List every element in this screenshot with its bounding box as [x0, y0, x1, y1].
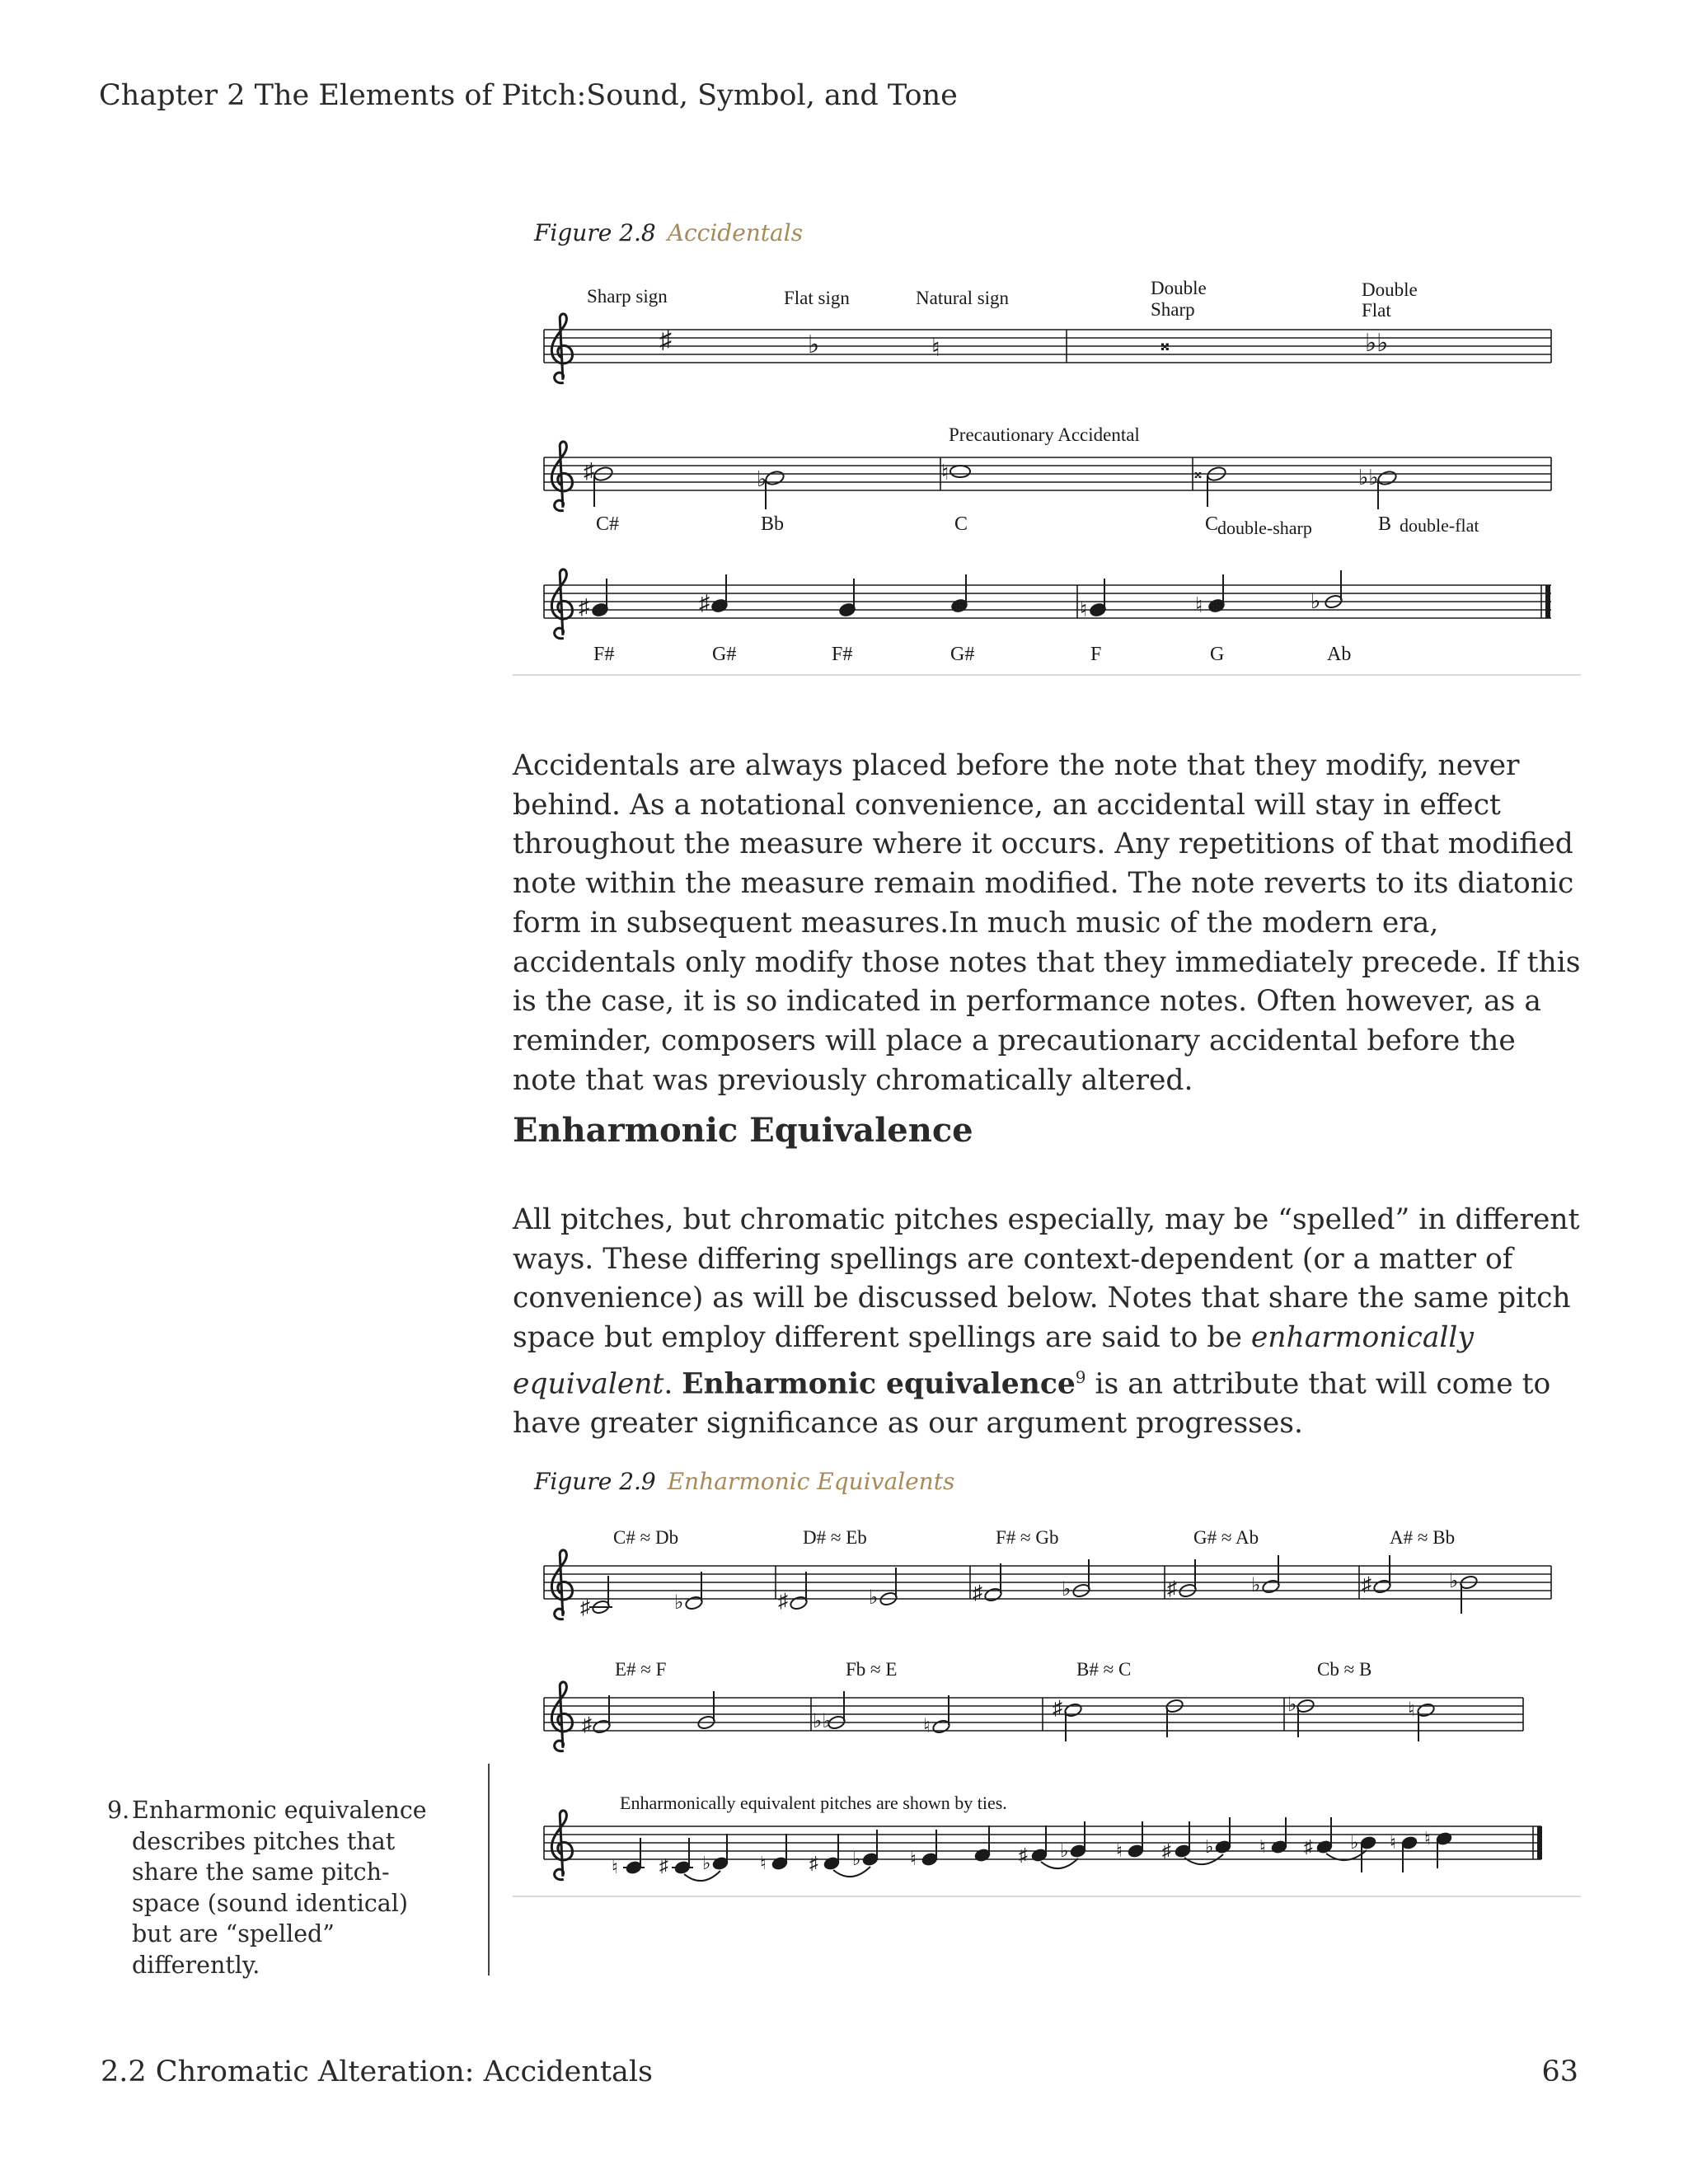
sharp-sign-label: Sharp sign	[587, 286, 668, 307]
svg-text:♭: ♭	[869, 1587, 879, 1609]
bold-term: Enharmonic equivalence	[682, 1367, 1076, 1401]
note-label-double-flat-suffix: double-flat	[1400, 515, 1479, 536]
treble-clef	[551, 569, 572, 639]
note-label: G#	[950, 644, 975, 665]
accidentals-system-1	[544, 278, 1551, 383]
paragraph-text: is an attribute that will come to have greater significance as our argument progresses.	[513, 1367, 1551, 1441]
svg-text:♯: ♯	[1362, 1574, 1372, 1596]
enharmonic-pair-label: A# ≈ Bb	[1390, 1527, 1456, 1548]
system-3-notes	[579, 570, 1343, 621]
note-label: G	[1210, 644, 1225, 665]
system-1-notes	[580, 1555, 1479, 1619]
svg-text:♯: ♯	[580, 1597, 590, 1619]
svg-text:♭: ♭	[702, 1853, 711, 1873]
double-sharp-symbol-icon: 𝄪	[1160, 334, 1170, 355]
figure-2-9-rule	[513, 1896, 1581, 1897]
staff-lines	[544, 1566, 1551, 1599]
figure-2-8-score	[511, 272, 1582, 676]
svg-text:♭: ♭	[1449, 1571, 1459, 1592]
treble-clef	[551, 314, 572, 383]
note-label: Ab	[1327, 644, 1352, 665]
figure-2-9-score	[511, 1516, 1582, 1896]
svg-text:♯: ♯	[699, 591, 710, 615]
page-number: 63	[1541, 2055, 1578, 2088]
svg-text:♭: ♭	[757, 467, 767, 491]
svg-text:♯: ♯	[579, 595, 589, 619]
note-label: F#	[832, 644, 853, 665]
enharmonic-pair-label: Cb ≈ B	[1317, 1659, 1372, 1680]
svg-text:♭: ♭	[1311, 589, 1321, 613]
italic-term: enharmonically equivalent	[513, 1321, 1474, 1401]
figure-2-8-rule	[513, 674, 1581, 676]
enharmonic-pair-label: E# ≈ F	[615, 1659, 667, 1680]
note-label-c-natural: C	[954, 513, 968, 535]
double-flat-label-line2: Flat	[1362, 300, 1391, 321]
note-label-b-flat: Bb	[761, 513, 785, 535]
note-label-c-sharp: C#	[596, 513, 620, 535]
svg-text:♭: ♭	[1287, 1694, 1297, 1716]
figure-2-9-number: Figure 2.9	[534, 1468, 656, 1495]
svg-text:♮: ♮	[1390, 1832, 1396, 1853]
staff-lines	[544, 457, 1551, 490]
staff-lines	[544, 585, 1551, 618]
enharmonic-system-3	[544, 1793, 1542, 1881]
footnote-rule	[488, 1764, 490, 1975]
treble-clef	[551, 1811, 572, 1880]
enharmonic-pair-label: G# ≈ Ab	[1193, 1527, 1259, 1548]
enharmonic-pair-label: F# ≈ Gb	[996, 1527, 1059, 1548]
section-heading-enharmonic-equivalence: Enharmonic Equivalence	[513, 1111, 973, 1150]
svg-text:♮: ♮	[941, 461, 950, 485]
accidentals-system-2	[544, 424, 1551, 538]
enharmonic-pair-label: B# ≈ C	[1076, 1659, 1132, 1680]
double-sharp-label-line2: Sharp	[1151, 299, 1195, 320]
svg-text:♯: ♯	[1162, 1840, 1171, 1861]
figure-2-8-caption	[534, 219, 803, 246]
svg-text:♯: ♯	[973, 1582, 982, 1604]
enharmonic-pair-label: C# ≈ Db	[613, 1527, 679, 1548]
double-sharp-label-line1: Double	[1151, 278, 1207, 298]
svg-text:♭: ♭	[1350, 1832, 1359, 1853]
system-2-notes	[584, 459, 1398, 509]
natural-sign-label: Natural sign	[916, 288, 1010, 308]
svg-text:♮: ♮	[612, 1857, 618, 1877]
paragraph-text: All pitches, but chromatic pitches especially, may be “spelled” in different ways. These differing spellings are context-dependent (or a matter of convenience) as will be discussed below. Notes that share the same pitch space but employ different spellings are said to be	[513, 1203, 1580, 1355]
svg-text:♯: ♯	[1167, 1578, 1177, 1600]
paragraph-text: .	[663, 1367, 682, 1401]
system-2-notes	[582, 1691, 1436, 1741]
sharp-symbol-icon: ♯	[659, 326, 672, 354]
svg-text:♭: ♭	[1205, 1836, 1214, 1857]
note-label-b: B	[1378, 513, 1392, 535]
figure-2-8-number: Figure 2.8	[534, 219, 656, 246]
note-label-double-sharp-suffix: double-sharp	[1217, 518, 1312, 538]
footnote-reference[interactable]: 9	[1075, 1366, 1086, 1387]
precautionary-accidental-label: Precautionary Accidental	[949, 424, 1140, 445]
note-label: F	[1090, 644, 1102, 665]
svg-text:♯: ♯	[582, 1714, 592, 1736]
svg-text:♮: ♮	[1116, 1840, 1123, 1861]
svg-text:♮: ♮	[910, 1849, 917, 1869]
svg-text:♯: ♯	[659, 1855, 668, 1876]
svg-text:♭: ♭	[852, 1849, 861, 1869]
svg-text:𝄪: 𝄪	[1194, 464, 1202, 482]
svg-text:♮: ♮	[1080, 598, 1088, 621]
svg-text:♮: ♮	[760, 1853, 767, 1873]
treble-clef	[551, 1550, 572, 1619]
body-paragraph-enharmonic	[513, 1201, 1584, 1444]
running-footer-section: 2.2 Chromatic Alteration: Accidentals	[101, 2055, 654, 2088]
treble-clef	[551, 1682, 572, 1751]
running-header: Chapter 2 The Elements of Pitch:Sound, Symbol, and Tone	[99, 79, 958, 112]
treble-clef	[551, 442, 572, 511]
body-paragraph-accidentals: Accidentals are always placed before the note that they modify, never behind. As a notational convenience, an accidental will stay in effect throughout the measure where it occurs. Any repetitions of that modified note within the measure remain modified. The note reverts to its diatonic form in subsequent measures.In much music of the modern era, accidentals only modify those notes that they immediately precede. If this is the case, it is so indicated in performance notes. Often however, as a reminder, composers will place a precautionary accidental before the note that was previously chromatically altered.	[513, 749, 1581, 1097]
enharmonic-system-1	[544, 1527, 1551, 1619]
svg-text:♯: ♯	[1053, 1698, 1062, 1719]
enharmonic-pair-label: Fb ≈ E	[846, 1659, 898, 1680]
footnote-9	[107, 1795, 453, 1980]
svg-text:♮: ♮	[1259, 1836, 1266, 1857]
svg-text:♮: ♮	[1408, 1699, 1415, 1721]
svg-text:♭: ♭	[1062, 1579, 1071, 1601]
svg-text:♮: ♮	[1195, 593, 1203, 617]
svg-text:♮: ♮	[1424, 1828, 1431, 1849]
double-flat-symbol-icon: ♭♭	[1365, 330, 1389, 357]
note-label: G#	[712, 644, 737, 665]
footnote-number: 9.	[107, 1797, 130, 1824]
svg-text:♭: ♭	[674, 1592, 684, 1614]
note-label-c: C	[1205, 513, 1219, 535]
flat-sign-label: Flat sign	[784, 288, 850, 308]
svg-text:♯: ♯	[1019, 1844, 1028, 1865]
staff-lines	[544, 1698, 1523, 1731]
figure-2-8-title: Accidentals	[667, 219, 804, 246]
staff-lines	[544, 330, 1551, 363]
svg-text:♭♭: ♭♭	[813, 1711, 832, 1732]
final-barline	[1537, 1826, 1542, 1859]
ties-annotation: Enharmonically equivalent pitches are shown by ties.	[620, 1793, 1007, 1813]
svg-text:♭: ♭	[1251, 1575, 1261, 1596]
figure-2-9-title: Enharmonic Equivalents	[667, 1468, 955, 1495]
svg-text:♯: ♯	[1304, 1836, 1313, 1857]
footnote-text: Enharmonic equivalence describes pitches that share the same pitch-space (sound identical) but are “spelled” differently.	[132, 1797, 427, 1979]
final-barline	[1545, 585, 1550, 618]
natural-symbol-icon: ♮	[931, 335, 940, 362]
flat-symbol-icon: ♭	[808, 331, 820, 359]
svg-text:♭: ♭	[1060, 1840, 1069, 1861]
accidentals-system-3	[544, 569, 1551, 665]
figure-2-9-caption	[534, 1468, 954, 1495]
note-label: F#	[593, 644, 615, 665]
svg-text:♯: ♯	[778, 1591, 788, 1612]
svg-text:♯: ♯	[584, 459, 594, 483]
svg-text:♮: ♮	[923, 1716, 931, 1737]
enharmonic-system-2	[544, 1659, 1523, 1751]
double-flat-label-line1: Double	[1362, 279, 1418, 300]
svg-text:♯: ♯	[809, 1853, 818, 1873]
enharmonic-pair-label: D# ≈ Eb	[803, 1527, 867, 1548]
svg-text:♭♭: ♭♭	[1358, 466, 1379, 490]
